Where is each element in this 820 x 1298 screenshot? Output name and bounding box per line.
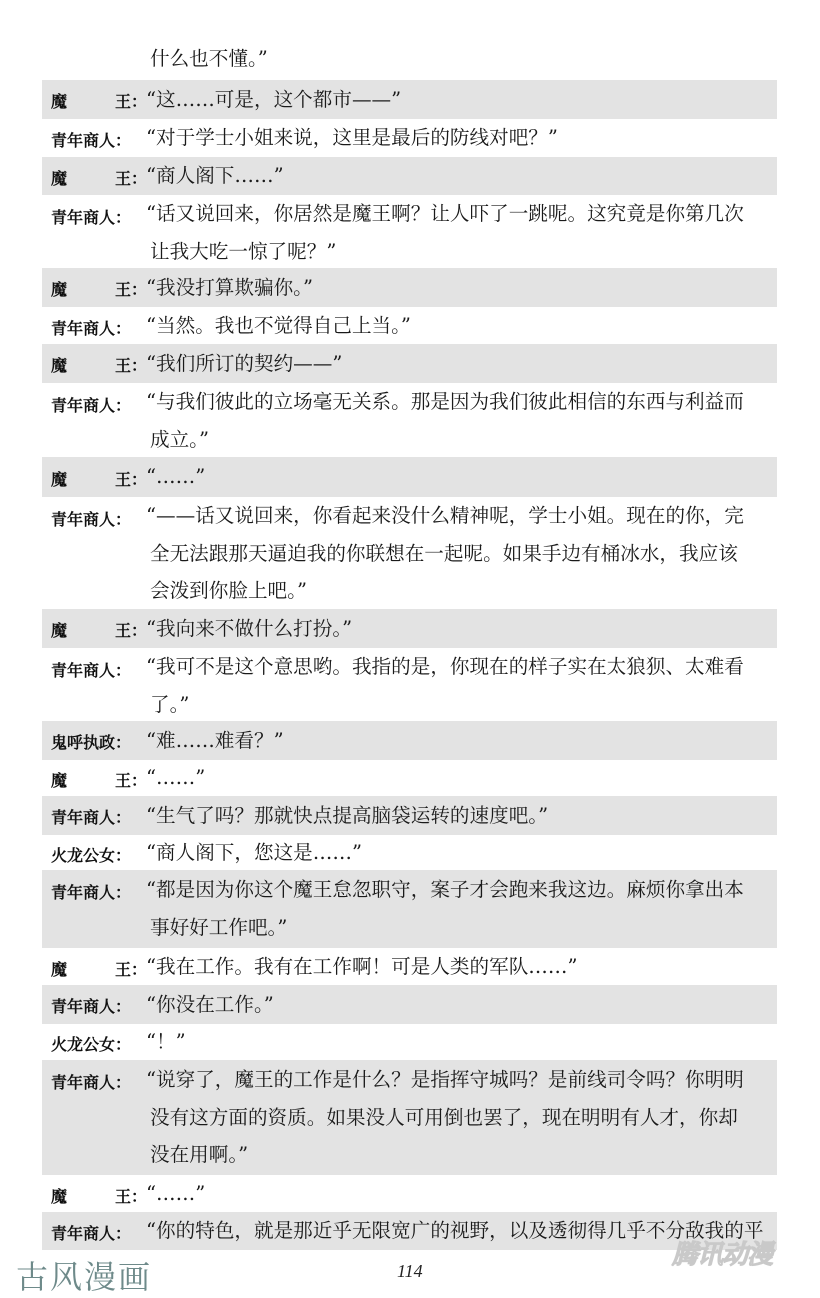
speaker-label: 鬼呼执政：: [51, 733, 132, 752]
dialogue-row: [42, 721, 777, 760]
dialogue-row: [42, 80, 777, 119]
dialogue-row: [42, 157, 777, 195]
speech-text: “对于学士小姐来说，这里是最后的防线对吧？”: [146, 126, 558, 149]
dialogue-row: [42, 1175, 777, 1212]
speech-text: “……”: [146, 1182, 206, 1205]
speaker-label: 青年商人：: [51, 883, 132, 902]
speaker-label: 火龙公女：: [51, 1035, 132, 1054]
speaker-label: 魔 王：: [51, 1187, 147, 1206]
speaker-label: 青年商人：: [51, 510, 132, 529]
speech-text: “我们所订的契约——”: [146, 352, 343, 375]
dialogue-row: [42, 268, 777, 307]
speech-text: “！”: [146, 1030, 186, 1053]
speech-text: “都是因为你这个魔王怠忽职守，案子才会跑来我这边。麻烦你拿出本 事好好工作吧。”: [146, 878, 744, 939]
speaker-label: 魔 王：: [51, 92, 147, 111]
speech-text: “商人阁下，您这是……”: [146, 841, 362, 864]
watermark-gufeng-logo: 古风漫画: [16, 1258, 153, 1296]
dialogue-row: [42, 835, 777, 870]
speaker-label: 青年商人：: [51, 808, 132, 827]
speaker-label: 魔 王：: [51, 280, 147, 299]
speech-text: “我没打算欺骗你。”: [146, 276, 313, 299]
speech-text: “我可不是这个意思哟。我指的是，你现在的样子实在太狼狈、太难看 了。”: [146, 655, 744, 716]
speaker-label: 魔 王：: [51, 470, 147, 489]
speaker-label: 青年商人：: [51, 396, 132, 415]
dialogue-row: [42, 796, 777, 835]
dialogue-row: [42, 383, 777, 457]
speech-text: “你的特色，就是那近乎无限宽广的视野，以及透彻得几乎不分敌我的平: [146, 1219, 764, 1242]
speaker-label: 魔 王：: [51, 771, 147, 790]
speaker-label: 青年商人：: [51, 997, 132, 1016]
dialogue-row: [42, 195, 777, 268]
speech-text: “你没在工作。”: [146, 993, 274, 1016]
dialogue-row: [42, 1212, 777, 1250]
speech-text: “说穿了，魔王的工作是什么？是指挥守城吗？是前线司令吗？你明明 没有这方面的资质。如果没人可用倒也罢了，现在明明有人才，你却 没在用啊。”: [146, 1068, 744, 1166]
page-number: 114: [397, 1261, 423, 1281]
dialogue-row: [42, 760, 777, 796]
speech-text: “……”: [146, 465, 206, 488]
speech-text: “话又说回来，你居然是魔王啊？让人吓了一跳呢。这究竟是你第几次 让我大吃一惊了呢？”: [146, 202, 744, 263]
speech-text: “……”: [146, 766, 206, 789]
dialogue-row: [42, 497, 777, 609]
speech-text: “商人阁下……”: [146, 164, 284, 187]
speaker-label: 青年商人：: [51, 319, 132, 338]
dialogue-row: [42, 1060, 777, 1175]
speaker-label: 青年商人：: [51, 208, 132, 227]
dialogue-row: [42, 985, 777, 1024]
dialogue-row: [42, 307, 777, 344]
dialogue-row: [42, 948, 777, 985]
dialogue-row: [42, 119, 777, 157]
speech-text: “当然。我也不觉得自己上当。”: [146, 314, 411, 337]
speaker-label: 青年商人：: [51, 661, 132, 680]
dialogue-row: [42, 1024, 777, 1060]
continuation-line: 什么也不懂。”: [150, 47, 268, 70]
speaker-label: 火龙公女：: [51, 846, 132, 865]
dialogue-row: [42, 609, 777, 648]
speech-text: “与我们彼此的立场毫无关系。那是因为我们彼此相信的东西与利益而 成立。”: [146, 390, 744, 451]
speaker-label: 青年商人：: [51, 1224, 132, 1243]
speech-text: “难……难看？”: [146, 729, 284, 752]
speech-text: “我在工作。我有在工作啊！可是人类的军队……”: [146, 955, 578, 978]
speaker-label: 魔 王：: [51, 960, 147, 979]
speech-text: “这……可是，这个都市——”: [146, 88, 402, 111]
speech-text: “我向来不做什么打扮。”: [146, 617, 353, 640]
watermark-tencent-logo: 腾讯动漫: [672, 1240, 773, 1270]
speaker-label: 魔 王：: [51, 169, 147, 188]
speech-text: “——话又说回来，你看起来没什么精神呢，学士小姐。现在的你，完 全无法跟那天逼迫我的你联想在一起呢。如果手边有桶冰水，我应该 会泼到你脸上吧。”: [146, 504, 744, 602]
speech-text: “生气了吗？那就快点提高脑袋运转的速度吧。”: [146, 804, 549, 827]
speaker-label: 魔 王：: [51, 621, 147, 640]
dialogue-row: [42, 870, 777, 948]
dialogue-row: [42, 344, 777, 383]
speaker-label: 青年商人：: [51, 1073, 132, 1092]
dialogue-row: [42, 648, 777, 721]
speaker-label: 青年商人：: [51, 131, 132, 150]
dialogue-row: [42, 457, 777, 497]
speaker-label: 魔 王：: [51, 356, 147, 375]
